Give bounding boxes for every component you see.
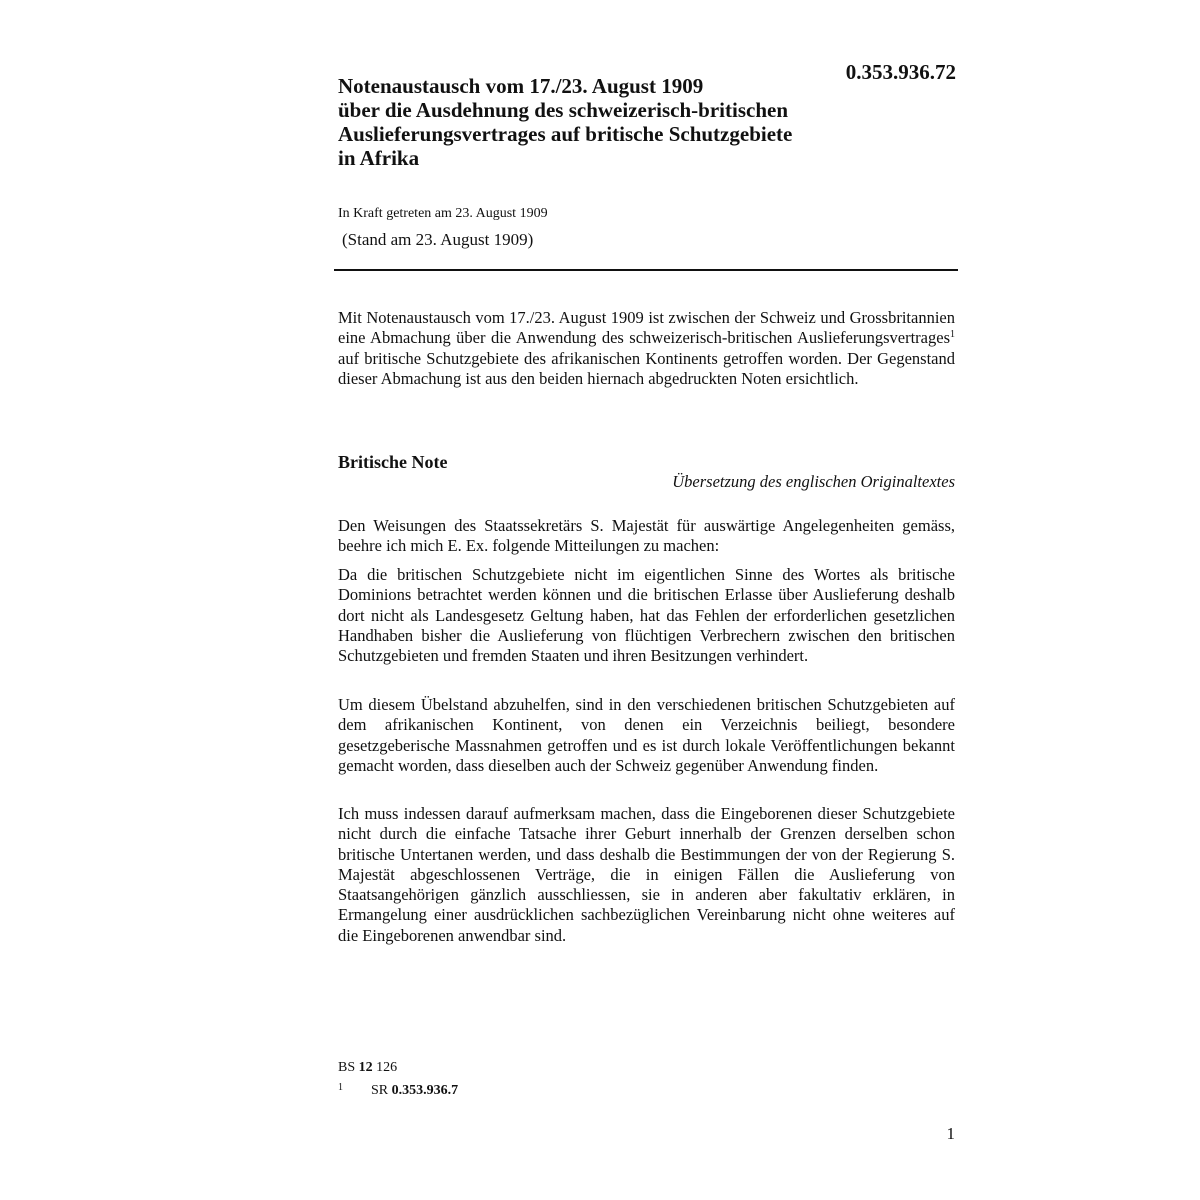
footnotes (338, 1058, 458, 1101)
document-title (338, 74, 878, 170)
footnote-reference[interactable]: 1 (950, 329, 955, 341)
intro-paragraph (338, 308, 955, 389)
status-date: (Stand am 23. August 1909) (342, 230, 534, 249)
source-reference (338, 1058, 458, 1078)
title-line: Notenaustausch vom 17./23. August 1909 (338, 74, 704, 98)
title-line: über die Ausdehnung des schweizerisch-britischen (338, 98, 788, 122)
footnote-prefix: SR (371, 1083, 389, 1098)
translation-note: Übersetzung des englischen Originaltextes (672, 472, 955, 491)
source-prefix: BS (338, 1060, 356, 1075)
note-paragraph: Ich muss indessen darauf aufmerksam machen, dass die Eingeborenen dieser Schutzgebiete nicht durch die einfache Tatsache ihrer Geburt innerhalb der Grenzen derselben schon britische Untertanen werden, und dass deshalb die Bestimmungen der von der Regierung S. Majestät abgeschlossenen Verträge, die in einigen Fällen die Auslieferung von Staatsangehörigen gänzlich ausschliessen, sie in anderen aber fakultativ erklären, in Ermangelung einer ausdrücklichen sachbezüglichen Vereinbarung nicht ohne weiteres auf die Eingeborenen anwendbar sind. (338, 804, 955, 945)
title-line: Auslieferungsvertrages auf britische Schutzgebiete (338, 122, 793, 146)
note-paragraph: Den Weisungen des Staatssekretärs S. Majestät für auswärtige Angelegenheiten gemäss, beehre ich mich E. Ex. folgende Mitteilungen zu machen: (338, 516, 955, 556)
title-line: in Afrika (338, 146, 420, 170)
header-divider (334, 269, 958, 271)
intro-text: Mit Notenaustausch vom 17./23. August 1909 ist zwischen der Schweiz und Grossbritannien eine Abmachung über die Anwendung des schweizerisch-britischen Auslieferungsvertrages (338, 308, 955, 348)
footnote-sr-link[interactable]: 0.353.936.7 (391, 1083, 459, 1098)
note-paragraph: Um diesem Übelstand abzuhelfen, sind in den verschiedenen britischen Schutzgebieten auf dem afrikanischen Kontinent, von denen ein Verzeichnis beiliegt, besondere gesetzgeberische Massnahmen getroffen und es ist durch lokale Veröffentlichungen bekannt gemacht worden, dass dieselben auch der Schweiz gegenüber Anwendung finden. (338, 695, 955, 775)
in-force-date: In Kraft getreten am 23. August 1909 (338, 206, 548, 221)
intro-text-continued: auf britische Schutzgebiete des afrikanischen Kontinents getroffen worden. Der Gegenstand dieser Abmachung ist aus den beiden hiernach abgedruckten Noten ersichtlich. (338, 348, 955, 388)
page-number: 1 (946, 1124, 955, 1143)
sr-number: 0.353.936.72 (845, 60, 956, 84)
footnote-marker: 1 (338, 1082, 343, 1093)
source-page: 126 (376, 1060, 398, 1075)
note-paragraph: Da die britischen Schutzgebiete nicht im eigentlichen Sinne des Wortes als britische Dominions betrachtet werden können und die britischen Erlasse über Auslieferung deshalb dort nicht als Landesgesetz Geltung haben, hat das Fehlen der erforderlichen gesetzlichen Handhaben bisher die Auslieferung von flüchtigen Verbrechern zwischen den britischen Schutzgebieten und fremden Staaten und ihren Besitzungen verhindert. (338, 565, 955, 666)
section-heading: Britische Note (338, 452, 448, 472)
source-volume: 12 (358, 1060, 373, 1075)
footnote-item (338, 1078, 458, 1101)
